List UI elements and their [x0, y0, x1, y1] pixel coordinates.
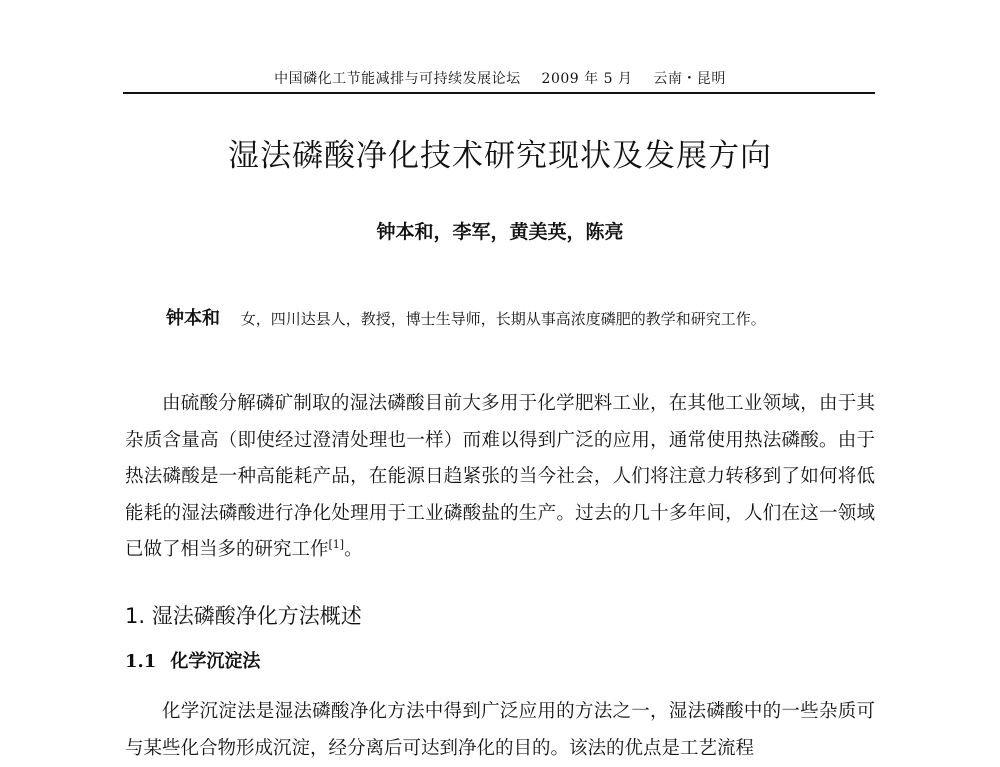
header-rule [123, 92, 875, 94]
subsection-title: 化学沉淀法 [170, 651, 261, 672]
author-bio [166, 304, 886, 330]
body-paragraph: 化学沉淀法是湿法磷酸净化方法中得到广泛应用的方法之一，湿法磷酸中的一些杂质可与某些化合物形成沉淀，经分离后可达到净化的目的。该法的优点是工艺流程 [125, 701, 875, 759]
bio-text: 女，四川达县人，教授，博士生导师，长期从事高浓度磷肥的教学和研究工作。 [240, 310, 766, 328]
conference-location: 云南・昆明 [653, 71, 726, 87]
subsection-number: 1.1 [125, 651, 157, 672]
section-heading: 1. 湿法磷酸净化方法概述 [125, 604, 362, 628]
conference-name: 中国磷化工节能减排与可持续发展论坛 [274, 71, 521, 87]
bio-author-name: 钟本和 [166, 308, 220, 329]
subsection-heading [125, 647, 260, 673]
citation-ref[interactable]: [1] [328, 537, 345, 551]
paper-title: 湿法磷酸净化技术研究现状及发展方向 [228, 138, 772, 174]
author-list: 钟本和，李军，黄美英，陈亮 [376, 221, 624, 243]
intro-text: 由硫酸分解磷矿制取的湿法磷酸目前大多用于化学肥料工业，在其他工业领域，由于其杂质含量高（即使经过澄清处理也一样）而难以得到广泛的应用，通常使用热法磷酸。由于热法磷酸是一种高能耗产品，在能源日趋紧张的当今社会，人们将注意力转移到了如何将低能耗的湿法磷酸进行净化处理用于工业磷酸盐的生产。过去的几十多年间，人们在这一领域已做了相当多的研究工作 [125, 393, 875, 560]
intro-end: 。 [344, 539, 363, 560]
running-header [125, 68, 875, 88]
conference-date: 2009 年 5 月 [541, 71, 633, 87]
intro-paragraph [125, 386, 875, 569]
